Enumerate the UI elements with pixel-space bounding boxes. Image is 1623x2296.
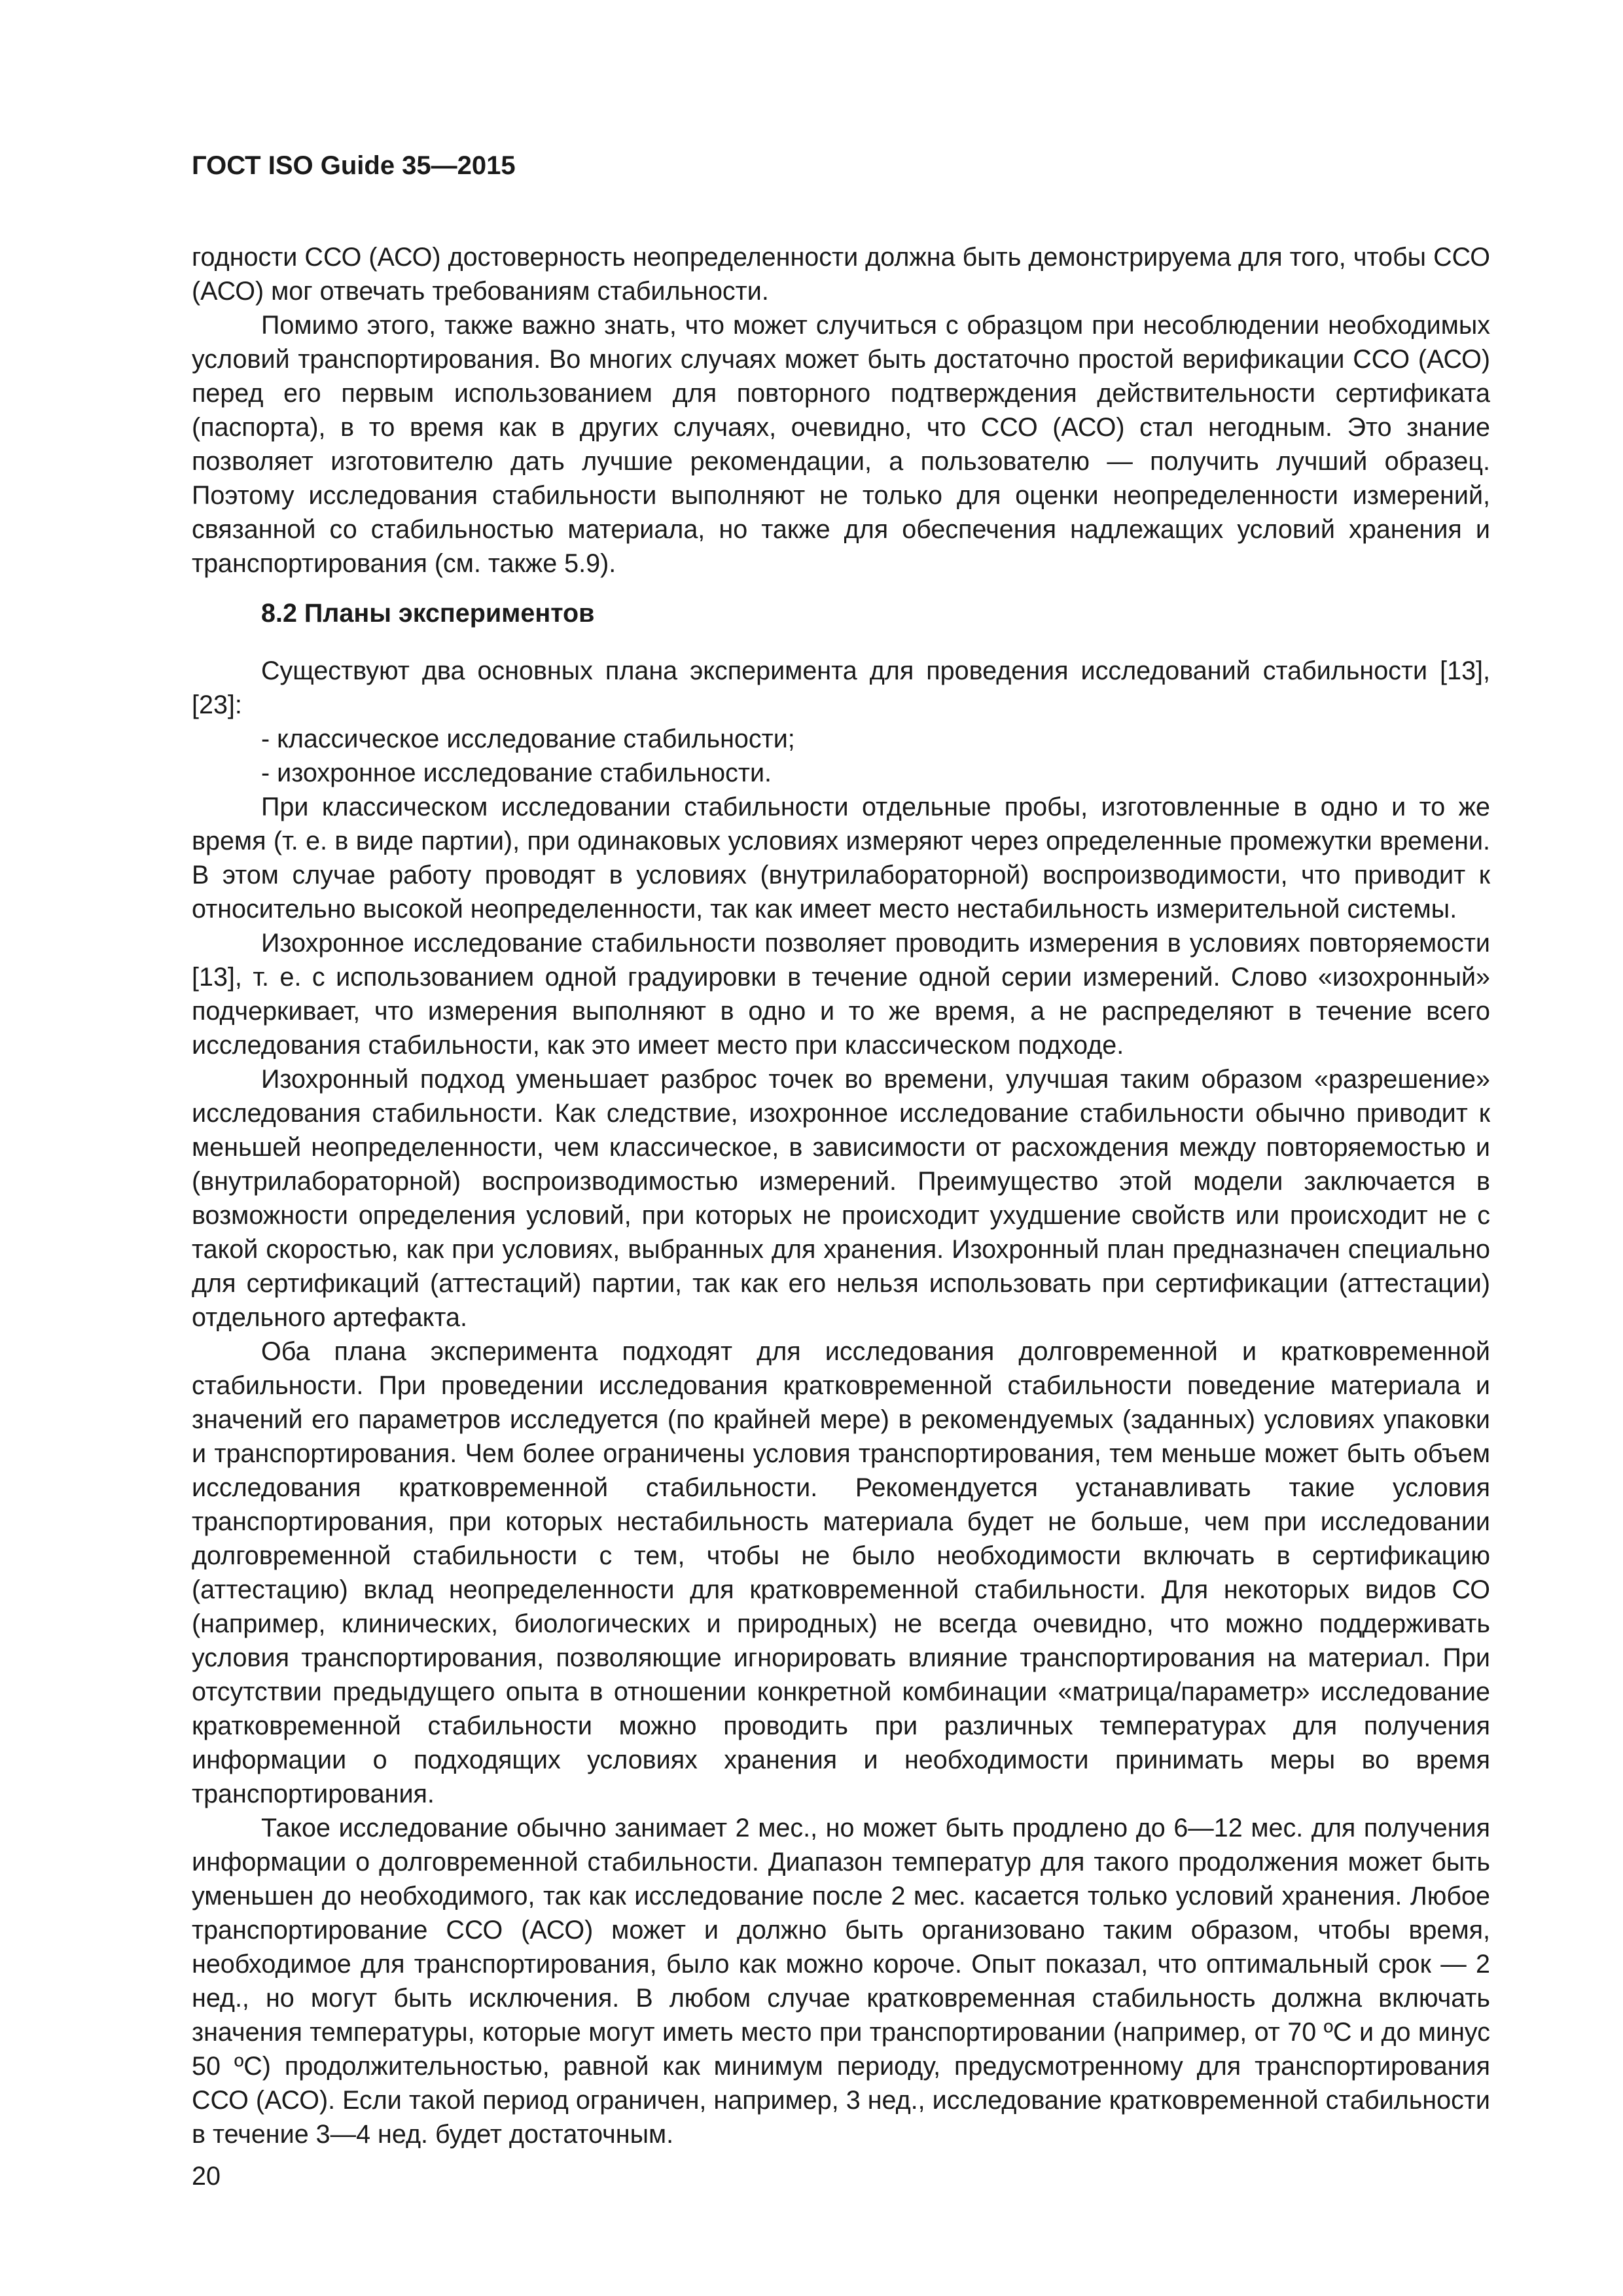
document-page xyxy=(192,147,1490,2193)
document-header: ГОСТ ISO Guide 35—2015 xyxy=(192,151,516,180)
paragraph-experiment-plans: Существуют два основных плана эксперимента для проведения исследований стабильности [13], [23]: xyxy=(192,656,1490,719)
paragraph-transport-conditions: Помимо этого, также важно знать, что может случиться с образцом при несоблюдении необходимых условий транспортирования. Во многих случаях может быть достаточно простой верификации ССО (АСО) перед его первым использованием для повторного подтверждения действительности сертификата (паспорта), в то время как в других случаях, очевидно, что ССО (АСО) стал негодным. Это знание позволяет изготовителю дать лучшие рекомендации, а пользователю — получить лучший образец. Поэтому исследования стабильности выполняют не только для оценки неопределенности измерений, связанной со стабильностью материала, но также для обеспечения надлежащих условий хранения и транспортирования (см. также 5.9). xyxy=(192,311,1490,578)
paragraph-short-long-term: Оба плана эксперимента подходят для исследования долговременной и кратковременной стабильности. При проведении исследования кратковременной стабильности поведение материала и значений его параметров исследуется (по крайней мере) в рекомендуемых (заданных) условиях упаковки и транспортирования. Чем более ограничены условия транспортирования, тем меньше может быть объем исследования кратковременной стабильности. Рекомендуется устанавливать такие условия транспортирования, при которых нестабильность материала будет не больше, чем при исследовании долговременной стабильности с тем, чтобы не было необходимости включать в сертификацию (аттестацию) вклад неопределенности для кратковременной стабильности. Для некоторых видов СО (например, клинических, биологических и природных) не всегда очевидно, что можно поддерживать условия транспортирования, позволяющие игнорировать влияние транспортирования на материал. При отсутствии предыдущего опыта в отношении конкретной комбинации «матрица/параметр» исследование кратковременной стабильности можно проводить при различных температурах для получения информации о подходящих условиях хранения и необходимости принимать меры во время транспортирования. xyxy=(192,1337,1490,1808)
paragraph-classic-study: При классическом исследовании стабильности отдельные пробы, изготовленные в одно и то же время (т. е. в виде партии), при одинаковых условиях измеряют через определенные промежутки времени. В этом случае работу проводят в условиях (внутрилабораторной) воспроизводимости, что приводит к относительно высокой неопределенности, так как имеет место нестабильность измерительной системы. xyxy=(192,793,1490,924)
list-item-isochronous: - изохронное исследование стабильности. xyxy=(261,759,772,787)
paragraph-continuation: годности ССО (АСО) достоверность неопределенности должна быть демонстрируема для того, чтобы ССО (АСО) мог отвечать требованиям стабильности. xyxy=(192,243,1490,306)
paragraph-isochronous-study: Изохронное исследование стабильности позволяет проводить измерения в условиях повторяемости [13], т. е. с использованием одной градуировки в течение одной серии измерений. Слово «изохронный» подчеркивает, что измерения выполняют в одно и то же время, а не распределяют в течение всего исследования стабильности, как это имеет место при классическом подходе. xyxy=(192,929,1490,1060)
section-heading: 8.2 Планы экспериментов xyxy=(261,599,595,628)
paragraph-isochronous-approach: Изохронный подход уменьшает разброс точек во времени, улучшая таким образом «разрешение» исследования стабильности. Как следствие, изохронное исследование стабильности обычно приводит к меньшей неопределенности, чем классическое, в зависимости от расхождения между повторяемостью и (внутрилабораторной) воспроизводимостью измерений. Преимущество этой модели заключается в возможности определения условий, при которых не происходит ухудшение свойств или происходит не с такой скоростью, как при условиях, выбранных для хранения. Изохронный план предназначен специально для сертификаций (аттестаций) партии, так как его нельзя использовать при сертификации (аттестации) отдельного артефакта. xyxy=(192,1065,1490,1332)
page-number: 20 xyxy=(192,2162,221,2191)
paragraph-study-duration: Такое исследование обычно занимает 2 мес., но может быть продлено до 6—12 мес. для получения информации о долговременной стабильности. Диапазон температур для такого продолжения может быть уменьшен до необходимого, так как исследование после 2 мес. касается только условий хранения. Любое транспортирование ССО (АСО) может и должно быть организовано таким образом, чтобы время, необходимое для транспортирования, было как можно короче. Опыт показал, что оптимальный срок — 2 нед., но могут быть исключения. В любом случае кратковременная стабильность должна включать значения температуры, которые могут иметь место при транспортировании (например, от 70 ºС и до минус 50 ºС) продолжительностью, равной как минимум периоду, предусмотренному для транспортирования ССО (АСО). Если такой период ограничен, например, 3 нед., исследование кратковременной стабильности в течение 3—4 нед. будет достаточным. xyxy=(192,1814,1490,2149)
list-item-classic: - классическое исследование стабильности; xyxy=(261,725,795,753)
